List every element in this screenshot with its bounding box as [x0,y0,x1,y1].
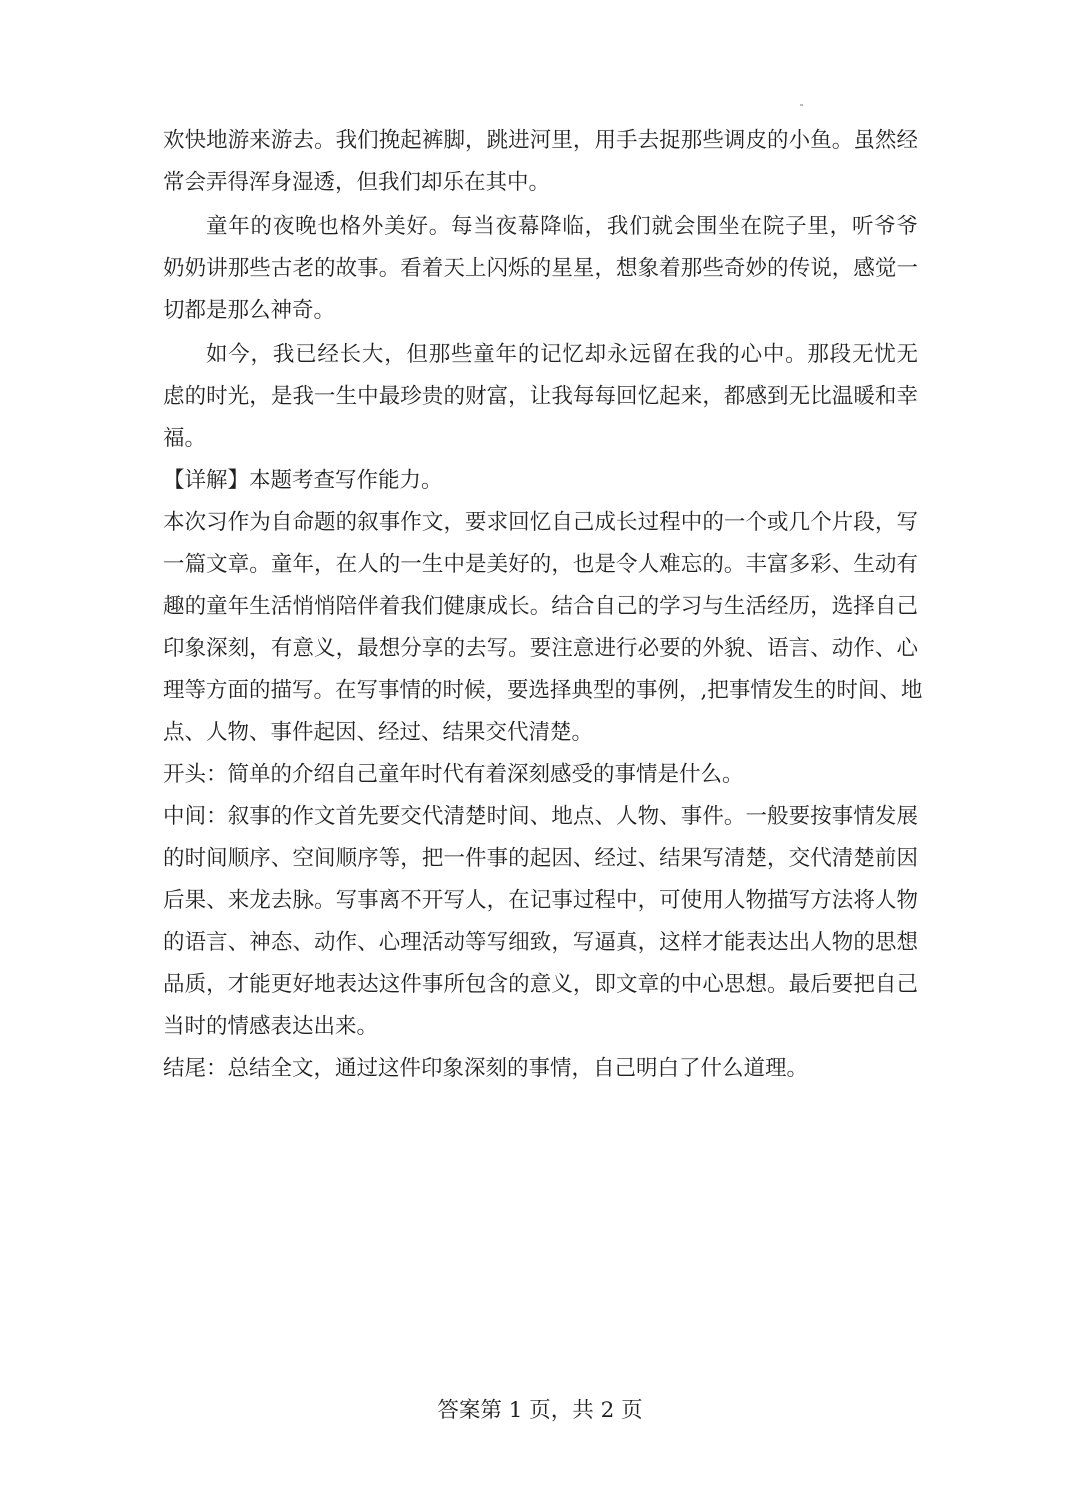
analysis-middle-line-6: 当时的情感表达出来。 [163,1014,379,1039]
analysis-intro-line-6: 点、人物、事件起因、经过、结果交代清楚。 [163,720,594,745]
analysis-middle-line-1: 中间：叙事的作文首先要交代清楚时间、地点、人物、事件。一般要按事情发展 [163,804,918,829]
page-footer: 答案第 1 页，共 2 页 [437,1398,643,1423]
essay-paragraph-3-line-3: 福。 [163,426,207,451]
essay-paragraph-1-line-2: 常会弄得浑身湿透，但我们却乐在其中。 [163,170,551,195]
analysis-middle-line-3: 后果、来龙去脉。写事离不开写人，在记事过程中，可使用人物描写方法将人物 [163,888,918,913]
analysis-intro-line-3: 趣的童年生活悄悄陪伴着我们健康成长。结合自己的学习与生活经历，选择自己 [163,594,918,619]
essay-paragraph-2-line-3: 切都是那么神奇。 [163,298,336,323]
scan-speck [800,104,803,106]
answer-page-body [163,120,923,1090]
analysis-middle-line-2: 的时间顺序、空间顺序等，把一件事的起因、经过、结果写清楚，交代清楚前因 [163,846,918,871]
analysis-middle-line-4: 的语言、神态、动作、心理活动等写细致，写逼真，这样才能表达出人物的思想 [163,930,918,955]
essay-paragraph-1-line-1: 欢快地游来游去。我们挽起裤脚，跳进河里，用手去捉那些调皮的小鱼。虽然经 [163,128,918,153]
analysis-intro-line-4: 印象深刻，有意义，最想分享的去写。要注意进行必要的外貌、语言、动作、心 [163,636,918,661]
analysis-heading: 【详解】本题考查写作能力。 [163,468,443,493]
analysis-opening: 开头：简单的介绍自己童年时代有着深刻感受的事情是什么。 [163,762,744,787]
analysis-intro-line-5: 理等方面的描写。在写事情的时候，要选择典型的事例，,把事情发生的时间、地 [163,678,923,703]
essay-paragraph-2-line-1: 童年的夜晚也格外美好。每当夜幕降临，我们就会围坐在院子里，听爷爷 [206,214,918,239]
analysis-middle-line-5: 品质，才能更好地表达这件事所包含的意义，即文章的中心思想。最后要把自己 [163,972,918,997]
analysis-ending: 结尾：总结全文，通过这件印象深刻的事情，自己明白了什么道理。 [163,1056,809,1081]
analysis-intro-line-1: 本次习作为自命题的叙事作文，要求回忆自己成长过程中的一个或几个片段，写 [163,510,918,535]
essay-section [163,120,918,460]
essay-paragraph-3-line-1: 如今，我已经长大，但那些童年的记忆却永远留在我的心中。那段无忧无 [206,342,918,367]
essay-paragraph-2-line-2: 奶奶讲那些古老的故事。看着天上闪烁的星星，想象着那些奇妙的传说，感觉一 [163,256,918,281]
analysis-intro-line-2: 一篇文章。童年，在人的一生中是美好的，也是令人难忘的。丰富多彩、生动有 [163,552,918,577]
essay-paragraph-3-line-2: 虑的时光，是我一生中最珍贵的财富，让我每每回忆起来，都感到无比温暖和幸 [163,384,918,409]
analysis-section [163,460,923,1090]
